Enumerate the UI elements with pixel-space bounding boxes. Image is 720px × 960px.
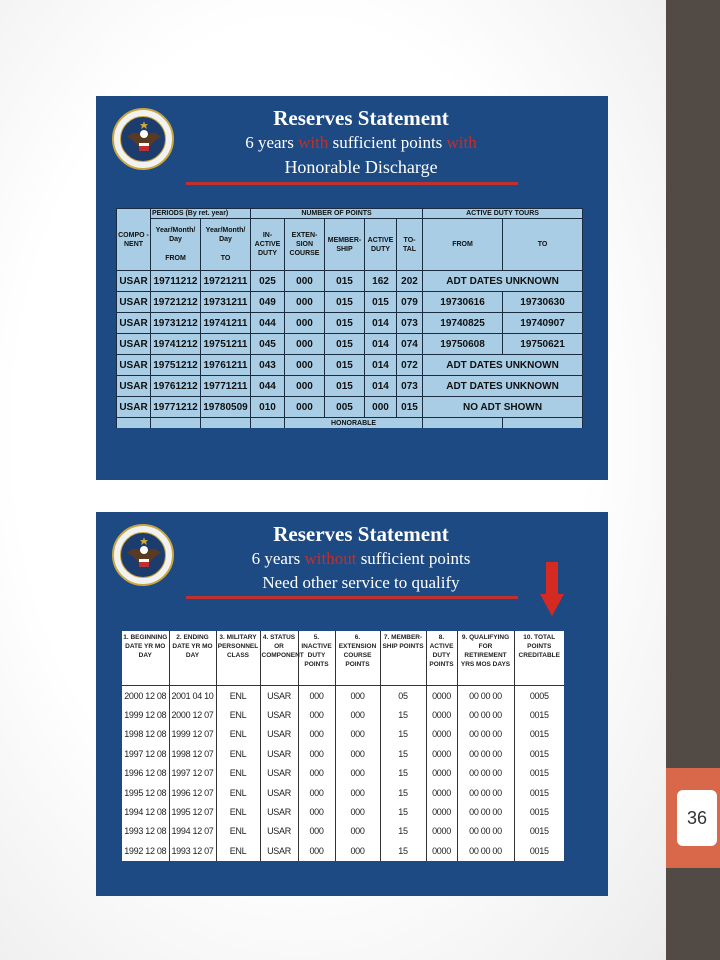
table-row — [117, 397, 583, 418]
table-header: 6. EXTENSION COURSE POINTS — [335, 631, 380, 686]
header-periods: PERIODS (By ret. year) — [151, 209, 251, 219]
table-cell: ENL — [216, 841, 260, 860]
table-cell: ADT DATES UNKNOWN — [423, 376, 583, 397]
table-cell: 202 — [397, 271, 423, 292]
va-seal-icon — [112, 524, 174, 586]
table-header: 7. MEMBER- SHIP POINTS — [380, 631, 426, 686]
table-cell: USAR — [117, 334, 151, 355]
panel-without-sufficient-points — [96, 512, 608, 896]
header-tour-to: TO — [503, 219, 583, 271]
table-cell: 19750621 — [503, 334, 583, 355]
table-cell: 1996 12 08 — [122, 764, 169, 783]
table-header: 4. STATUS OR COMPONENT — [260, 631, 298, 686]
table-cell: 15 — [380, 764, 426, 783]
table-row — [122, 822, 564, 841]
table-cell: NO ADT SHOWN — [423, 397, 583, 418]
title-underline — [186, 182, 518, 185]
table-cell: 0015 — [529, 748, 549, 759]
table-cell: 0015 — [529, 845, 549, 856]
table-cell: 00 00 00 — [457, 725, 514, 744]
table-cell: 15 — [380, 705, 426, 724]
header-compo: COMPO -NENT — [117, 209, 151, 271]
table-cell: 000 — [335, 744, 380, 763]
table-cell: 0015 — [529, 787, 549, 798]
table-cell: 015 — [325, 292, 365, 313]
table-cell: 1994 12 08 — [122, 802, 169, 821]
table-cell: 0015 — [529, 826, 549, 837]
table-cell: ENL — [216, 802, 260, 821]
table-cell: 014 — [365, 355, 397, 376]
table-cell: 000 — [285, 355, 325, 376]
table-cell: 19741212 — [151, 334, 201, 355]
table-header: 8. ACTIVE DUTY POINTS — [426, 631, 457, 686]
table-cell: 014 — [365, 376, 397, 397]
table-cell: 000 — [335, 841, 380, 860]
va-seal-icon — [112, 108, 174, 170]
table-cell: 19741211 — [201, 313, 251, 334]
table-cell: 19750608 — [423, 334, 503, 355]
header-total: TO- TAL — [397, 219, 423, 271]
table-cell: 000 — [335, 822, 380, 841]
footer-honorable: HONORABLE — [285, 418, 423, 429]
table-cell: 073 — [397, 376, 423, 397]
table-cell: 19731212 — [151, 313, 201, 334]
table-cell: 19721211 — [201, 271, 251, 292]
table-cell: 00 00 00 — [457, 783, 514, 802]
header-active: ACTIVE DUTY — [365, 219, 397, 271]
header-points: NUMBER OF POINTS — [251, 209, 423, 219]
table-row — [117, 292, 583, 313]
table-cell: 074 — [397, 334, 423, 355]
table-header: 5. INACTIVE DUTY POINTS — [298, 631, 335, 686]
table-cell: 005 — [325, 397, 365, 418]
table-cell: 19730630 — [503, 292, 583, 313]
table-cell: 044 — [251, 313, 285, 334]
header-to: Year/Month/ Day TO — [201, 219, 251, 271]
table-cell: 043 — [251, 355, 285, 376]
table-cell: 1999 12 07 — [169, 725, 216, 744]
table-cell: USAR — [117, 313, 151, 334]
table-cell: USAR — [260, 725, 298, 744]
table-cell: USAR — [117, 376, 151, 397]
panel-subtitle: 6 years with sufficient points with — [245, 133, 477, 152]
table-cell: 0000 — [426, 686, 457, 706]
table-cell: 162 — [365, 271, 397, 292]
panel-title: Reserves Statement — [273, 522, 449, 546]
table-row — [122, 841, 564, 860]
table-cell: 0000 — [426, 705, 457, 724]
header-inactive: IN- ACTIVE DUTY — [251, 219, 285, 271]
table-cell: 000 — [285, 397, 325, 418]
table-row — [117, 271, 583, 292]
table-cell: 015 — [325, 334, 365, 355]
table-row — [117, 334, 583, 355]
table-cell: 1996 12 07 — [169, 783, 216, 802]
table-cell: USAR — [260, 705, 298, 724]
table-cell: USAR — [117, 397, 151, 418]
table-cell: 00 00 00 — [457, 705, 514, 724]
table-cell: 1995 12 07 — [169, 802, 216, 821]
table-header: 1. BEGINNING DATE YR MO DAY — [122, 631, 169, 686]
table-cell: 00 00 00 — [457, 764, 514, 783]
table-cell: 014 — [365, 313, 397, 334]
table-cell: 19761211 — [201, 355, 251, 376]
table-cell: 000 — [335, 802, 380, 821]
table-cell: USAR — [260, 744, 298, 763]
table-cell: 000 — [285, 313, 325, 334]
table-cell: 000 — [298, 686, 335, 706]
table-cell: 0000 — [426, 744, 457, 763]
table-cell: 044 — [251, 376, 285, 397]
table-row — [122, 686, 564, 706]
table-cell: 1993 12 07 — [169, 841, 216, 860]
table-cell: 19730616 — [423, 292, 503, 313]
panel-title: Reserves Statement — [273, 106, 449, 130]
header-membership: MEMBER- SHIP — [325, 219, 365, 271]
table-row — [122, 802, 564, 821]
table-cell: 0015 — [529, 710, 549, 721]
table-cell: 073 — [397, 313, 423, 334]
table-cell: 05 — [380, 686, 426, 706]
table-cell: 015 — [325, 376, 365, 397]
table-cell: 000 — [298, 822, 335, 841]
table-cell: 00 00 00 — [457, 686, 514, 706]
title-underline — [186, 596, 518, 599]
panel-subtitle-line2: Need other service to qualify — [262, 573, 460, 592]
table-cell: 0000 — [426, 822, 457, 841]
table-row — [122, 705, 564, 724]
panel-subtitle-line2: Honorable Discharge — [284, 157, 438, 177]
table-cell: 0000 — [426, 764, 457, 783]
table-cell: 015 — [325, 271, 365, 292]
table-cell: 0005 — [529, 690, 549, 701]
table-cell: ENL — [216, 705, 260, 724]
table-cell: ENL — [216, 764, 260, 783]
table-cell: 1992 12 08 — [122, 841, 169, 860]
table-cell: 0000 — [426, 783, 457, 802]
table-cell: 079 — [397, 292, 423, 313]
header-from: Year/Month/ Day FROM — [151, 219, 201, 271]
table-row — [117, 355, 583, 376]
table-cell: 015 — [397, 397, 423, 418]
table-cell: 2000 12 07 — [169, 705, 216, 724]
table-cell: 1993 12 08 — [122, 822, 169, 841]
panel-subtitle: 6 years without sufficient points — [251, 549, 471, 568]
table-row — [122, 783, 564, 802]
table-header: 2. ENDING DATE YR MO DAY — [169, 631, 216, 686]
table-cell: USAR — [260, 783, 298, 802]
table-cell: 014 — [365, 334, 397, 355]
panel-with-sufficient-points — [96, 96, 608, 480]
table-cell: USAR — [260, 802, 298, 821]
table-cell: 1999 12 08 — [122, 705, 169, 724]
table-cell: 15 — [380, 802, 426, 821]
table-cell: ENL — [216, 822, 260, 841]
table-cell: 000 — [298, 841, 335, 860]
table-cell: 19731211 — [201, 292, 251, 313]
table-cell: 000 — [298, 802, 335, 821]
table-header: 3. MILITARY PERSONNEL CLASS — [216, 631, 260, 686]
table-cell: 1998 12 07 — [169, 744, 216, 763]
table-cell: 19740825 — [423, 313, 503, 334]
table-cell: 2001 04 10 — [169, 686, 216, 706]
table-cell: 000 — [335, 725, 380, 744]
table-cell: USAR — [260, 822, 298, 841]
table-cell: 000 — [335, 705, 380, 724]
table-row — [122, 764, 564, 783]
table-cell: 15 — [380, 822, 426, 841]
table-cell: 00 00 00 — [457, 841, 514, 860]
table-cell: 025 — [251, 271, 285, 292]
table-cell: ENL — [216, 725, 260, 744]
table-cell: 19780509 — [201, 397, 251, 418]
table-cell: 19751212 — [151, 355, 201, 376]
table-cell: 000 — [335, 764, 380, 783]
table-cell: 19711212 — [151, 271, 201, 292]
table-cell: 19771211 — [201, 376, 251, 397]
table-cell: USAR — [260, 841, 298, 860]
table-cell: 19751211 — [201, 334, 251, 355]
table-cell: 0015 — [529, 768, 549, 779]
table-cell: 1997 12 08 — [122, 744, 169, 763]
table-cell: 000 — [285, 376, 325, 397]
table-cell: 000 — [285, 271, 325, 292]
table-cell: 15 — [380, 744, 426, 763]
table-cell: 015 — [325, 355, 365, 376]
table-cell: USAR — [117, 292, 151, 313]
table-cell: 000 — [365, 397, 397, 418]
table-cell: ENL — [216, 744, 260, 763]
table-cell: 000 — [298, 725, 335, 744]
table-cell: ADT DATES UNKNOWN — [423, 355, 583, 376]
table-cell: 19740907 — [503, 313, 583, 334]
table-cell: 1994 12 07 — [169, 822, 216, 841]
page-number: 36 — [677, 790, 717, 846]
header-tours: ACTIVE DUTY TOURS — [423, 209, 583, 219]
table-cell: 000 — [335, 783, 380, 802]
table-cell: USAR — [260, 686, 298, 706]
table-cell: ADT DATES UNKNOWN — [423, 271, 583, 292]
table-cell: 072 — [397, 355, 423, 376]
table-cell: 010 — [251, 397, 285, 418]
table-cell: 000 — [285, 334, 325, 355]
table-cell: 000 — [335, 686, 380, 706]
table-cell: USAR — [117, 355, 151, 376]
table-header: 10. TOTAL POINTS CREDITABLE — [514, 631, 564, 686]
table-cell: 045 — [251, 334, 285, 355]
table-cell: 00 00 00 — [457, 822, 514, 841]
table-row — [117, 313, 583, 334]
table-cell: 00 00 00 — [457, 744, 514, 763]
reserves-table-1 — [116, 208, 583, 428]
table-cell: 000 — [298, 744, 335, 763]
table-cell: USAR — [117, 271, 151, 292]
table-cell: 049 — [251, 292, 285, 313]
table-row — [122, 725, 564, 744]
down-arrow-icon — [540, 562, 564, 618]
table-cell: 15 — [380, 725, 426, 744]
table-cell: 000 — [298, 764, 335, 783]
table-cell: 015 — [365, 292, 397, 313]
table-cell: 19721212 — [151, 292, 201, 313]
table-cell: 0000 — [426, 725, 457, 744]
table-header: 9. QUALIFYING FOR RETIREMENT YRS MOS DAYS — [457, 631, 514, 686]
table-cell: 2000 12 08 — [122, 686, 169, 706]
table-row — [117, 376, 583, 397]
table-cell: 19771212 — [151, 397, 201, 418]
table-cell: 0000 — [426, 802, 457, 821]
header-extension: EXTEN- SION COURSE — [285, 219, 325, 271]
table-cell: 1997 12 07 — [169, 764, 216, 783]
table-row — [122, 744, 564, 763]
table-cell: 0000 — [426, 841, 457, 860]
table-cell: 15 — [380, 783, 426, 802]
table-cell: 19761212 — [151, 376, 201, 397]
table-cell: 1995 12 08 — [122, 783, 169, 802]
table-cell: 00 00 00 — [457, 802, 514, 821]
table-cell: USAR — [260, 764, 298, 783]
table-cell: ENL — [216, 686, 260, 706]
table-cell: 000 — [285, 292, 325, 313]
table-cell: 1998 12 08 — [122, 725, 169, 744]
table-cell: 15 — [380, 841, 426, 860]
table-cell: 0015 — [529, 807, 549, 818]
table-cell: 015 — [325, 313, 365, 334]
table-cell: 000 — [298, 705, 335, 724]
table-cell: 000 — [298, 783, 335, 802]
table-cell: 0015 — [529, 729, 549, 740]
header-tour-from: FROM — [423, 219, 503, 271]
reserves-table-2 — [122, 631, 564, 861]
table-cell: ENL — [216, 783, 260, 802]
